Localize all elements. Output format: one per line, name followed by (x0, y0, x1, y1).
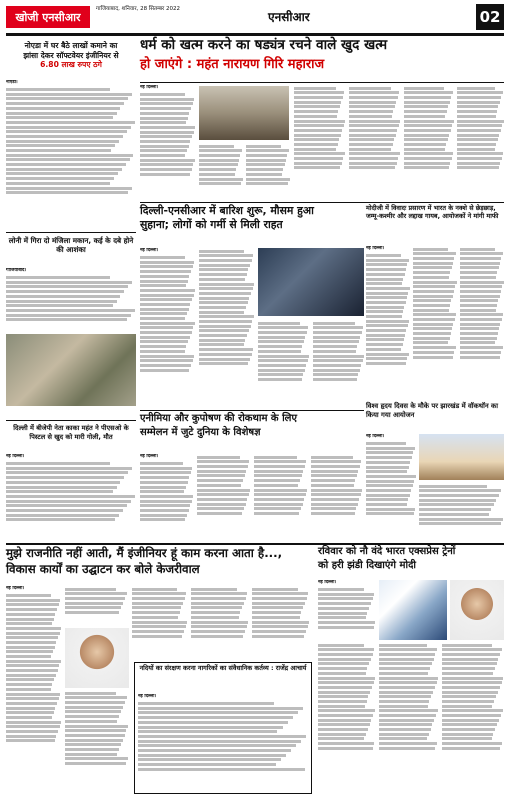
weather-column-3 (258, 320, 310, 408)
masthead (6, 4, 504, 36)
vande-column-1b (318, 642, 376, 794)
divider (6, 420, 136, 421)
event-photo (199, 86, 289, 140)
dharm-column-2 (199, 143, 243, 201)
modi-column-2 (413, 246, 457, 401)
divider (6, 232, 136, 233)
dharm-column-6 (404, 85, 454, 201)
world-heart-column-2 (419, 483, 504, 542)
page-number: 02 (476, 4, 504, 30)
kejriwal-column-5 (252, 586, 310, 660)
divider (140, 410, 364, 411)
dharm-column-1: नई दिल्ली। (140, 85, 196, 201)
vande-column-2 (379, 642, 439, 794)
loni-article-body: गाजियाबाद। (6, 268, 136, 332)
noida-article-body: नोएडा। (6, 80, 136, 230)
anemia-headline: एनीमिया और कुपोषण की रोकथाम के लिए सम्मेलन में जुटे दुनिया के विशेषज्ञ (140, 413, 297, 438)
vande-bharat-train-photo (379, 580, 447, 640)
dharm-column-3 (246, 143, 290, 201)
dharm-column-5 (349, 85, 401, 201)
modi-portrait-photo (450, 580, 504, 640)
newspaper-logo: खोजी एनसीआर (6, 6, 90, 28)
anemia-column-1: नई दिल्ली। (140, 454, 194, 542)
weather-column-2 (199, 248, 255, 408)
rain-traffic-photo (258, 248, 364, 316)
divider (140, 82, 504, 83)
anemia-column-2 (197, 454, 251, 542)
kejriwal-headline: मुझे राजनीति नहीं आती, मैं इंजीनियर हूं काम करना आता है..., विकास कार्यों का उद्घाटन कर बोले केजरीवाल (6, 546, 283, 576)
loni-headline: लोनी में गिरा दो मंजिला मकान, कई के दबे होने की आशंका (8, 236, 134, 254)
kejriwal-column-1: नई दिल्ली। (6, 586, 62, 794)
delhi-police-article-body: नई दिल्ली। (6, 454, 136, 542)
vande-column-1a: नई दिल्ली। (318, 580, 376, 640)
modi-column-3 (460, 246, 504, 401)
vande-column-3 (442, 642, 504, 794)
weather-headline: दिल्ली-एनसीआर में बारिश शुरू, मौसम हुआ सुहाना; लोगों को गर्मी से मिली राहत (140, 204, 314, 231)
loni-caption (6, 408, 136, 416)
modi-map-headline: मोदीजी में विवादः प्रसारण में भारत के नक्शे से छेड़छाड़, जम्मू-कश्मीर और लद्दाख गायब, आयोजकों ने मांगी माफी (366, 204, 499, 221)
walkathon-photo (419, 434, 504, 480)
weather-column-4 (313, 320, 365, 408)
kejriwal-column-4 (191, 586, 249, 660)
kejriwal-portrait-photo (65, 628, 129, 688)
vande-bharat-headline: रविवार को नौ वंदे भारत एक्सप्रेस ट्रेनों को हरी झंडी दिखाएंगे मोदी (318, 546, 456, 571)
anemia-column-3 (254, 454, 308, 542)
anemia-column-4 (311, 454, 363, 542)
kejriwal-column-2a (65, 586, 129, 626)
kejriwal-column-3 (132, 586, 188, 660)
modi-column-1: नई दिल्ली। (366, 246, 410, 401)
noida-headline: नोएडा में घर बैठे लाखों कमाने का झांसा देकर सॉफ्टवेयर इंजीनियर से 6.80 लाख रुपए ठगे (23, 41, 119, 69)
weather-column-1: नई दिल्ली। (140, 248, 196, 408)
dharm-column-4 (294, 85, 346, 201)
main-headline: धर्म को खत्म करने का षड्यंत्र रचने वाले खुद खत्म हो जाएंगे : महंत नारायण गिरि महाराज (140, 37, 388, 72)
section-title: एनसीआर (268, 10, 310, 24)
dharm-column-7 (457, 85, 504, 201)
divider (140, 202, 504, 203)
river-conservation-headline: नदियों का संरक्षण करना नागरिकों का संवैधानिक कर्तव्य : राजेंद्र आचार्य (139, 664, 307, 672)
world-heart-day-headline: विश्व हृदय दिवस के मौके पर झारखंड में वॉकथॉन का किया गया आयोजन (366, 402, 498, 419)
dateline: गाजियाबाद, शनिवार, 28 सितम्बर 2022 (96, 6, 181, 12)
world-heart-column-1: नई दिल्ली। (366, 434, 416, 542)
collapsed-building-photo (6, 334, 136, 406)
kejriwal-column-2b (65, 690, 129, 794)
delhi-police-headline: दिल्ली में बीजेपी नेता काका महंत ने पीएसओ के पिस्टल से खुद को मारी गोली, मौत (13, 424, 129, 441)
river-conservation-body: नई दिल्ली। (138, 694, 308, 790)
